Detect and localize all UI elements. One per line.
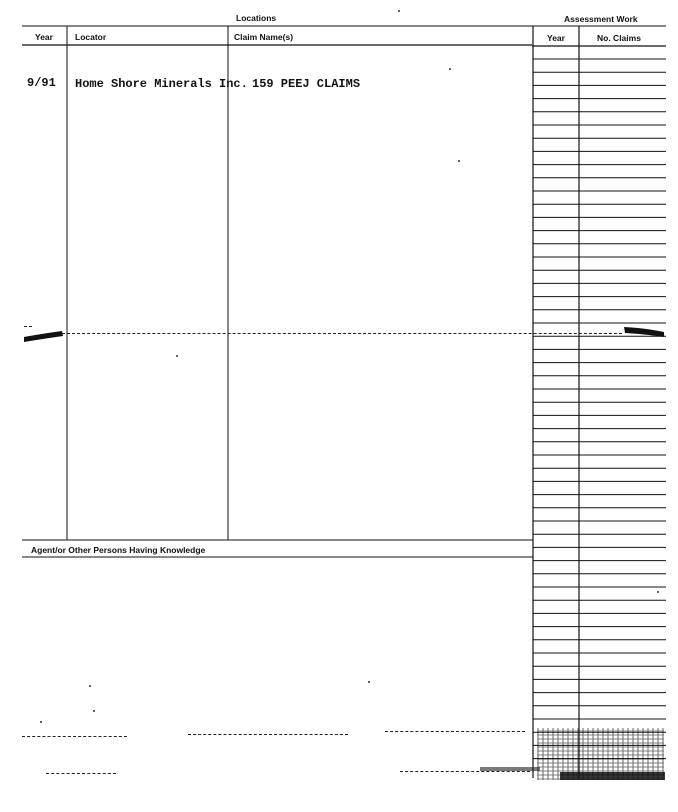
speck <box>176 355 178 357</box>
locations-title: Locations <box>236 13 277 23</box>
scan-noise-bar <box>480 767 540 771</box>
speck <box>93 710 95 712</box>
scan-noise-bar <box>560 772 665 780</box>
scan-noise-line <box>385 731 525 732</box>
assessment-year-column-header: Year <box>547 33 565 43</box>
scan-noise-line <box>188 734 348 735</box>
entry-locator: Home Shore Minerals Inc. <box>75 77 248 91</box>
entry-year: 9/91 <box>27 76 56 90</box>
assessment-work-title: Assessment Work <box>564 14 638 24</box>
speck <box>40 721 42 723</box>
claim-names-column-header: Claim Name(s) <box>234 32 294 42</box>
agent-label: Agent/or Other Persons Having Knowledge <box>31 545 206 555</box>
scan-noise-line <box>46 773 116 774</box>
tick-mark <box>24 326 32 327</box>
speck <box>657 591 659 593</box>
no-claims-column-header: No. Claims <box>597 33 641 43</box>
locator-column-header: Locator <box>75 32 107 42</box>
scan-noise-line <box>400 771 530 772</box>
speck <box>398 10 400 12</box>
speck <box>89 685 91 687</box>
speck <box>458 160 460 162</box>
midline <box>62 333 622 334</box>
speck <box>449 68 451 70</box>
entry-claim-names: 159 PEEJ CLAIMS <box>252 77 361 91</box>
year-column-header: Year <box>35 32 53 42</box>
scan-noise-line <box>22 736 127 737</box>
speck <box>368 681 370 683</box>
